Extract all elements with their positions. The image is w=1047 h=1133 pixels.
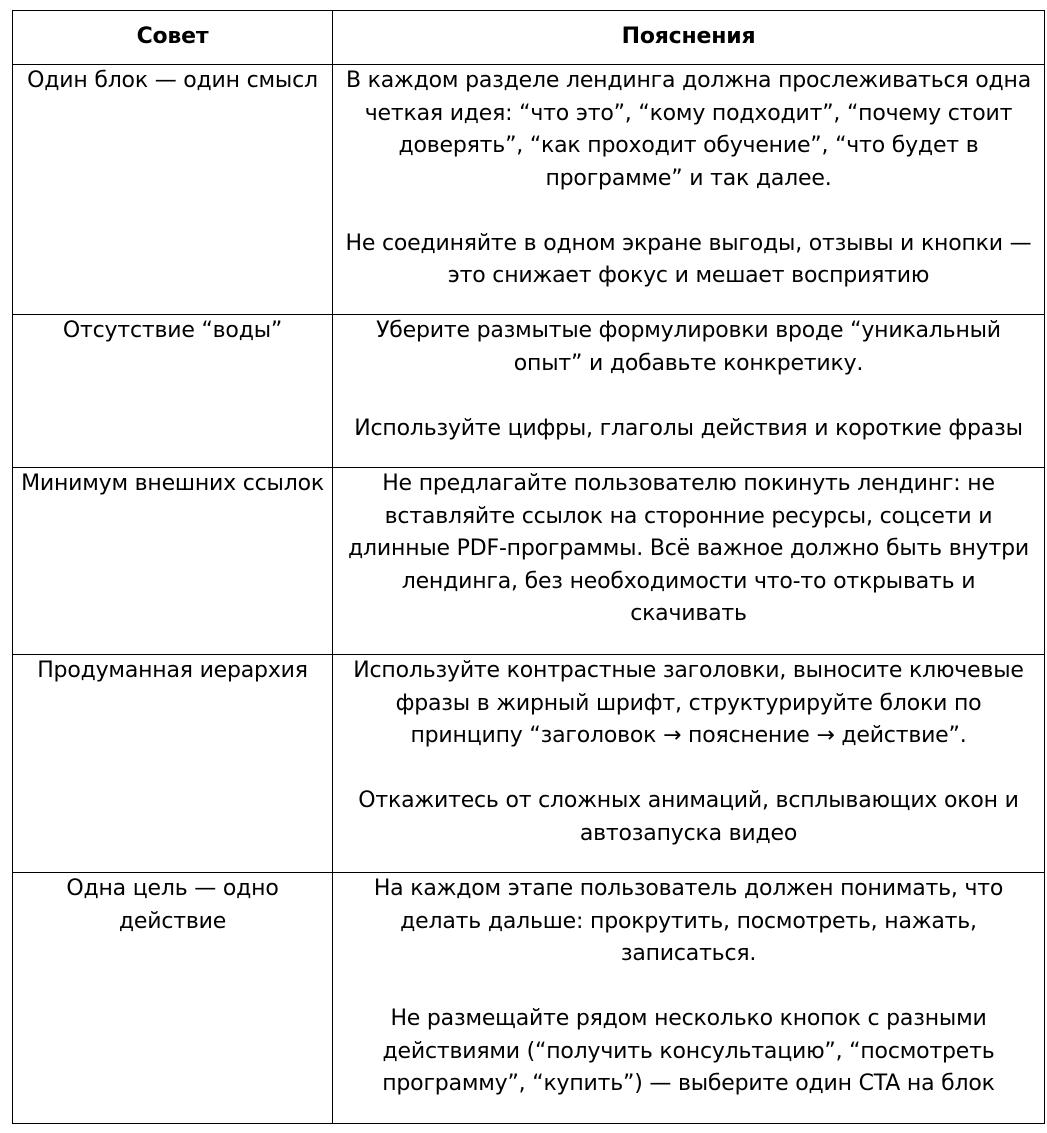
table-row <box>13 315 1045 468</box>
tips-table <box>12 10 1045 1124</box>
table-row <box>13 655 1045 873</box>
tip-cell <box>13 873 333 1124</box>
tip-text: Отсутствие “воды” <box>62 318 283 343</box>
explanation-cell <box>333 65 1045 315</box>
table-row <box>13 873 1045 1124</box>
table-header-row <box>13 11 1045 65</box>
explanation-paragraph: Используйте контрастные заголовки, выносите ключевые фразы в жирный шрифт, структурируйте блоки по принципу “заголовок → пояснение → действие”. <box>353 658 1024 748</box>
table-row <box>13 65 1045 315</box>
explanation-paragraph: Используйте цифры, глаголы действия и короткие фразы <box>354 415 1023 441</box>
tip-text: Минимум внешних ссылок <box>21 471 324 496</box>
explanation-paragraph: Не соединяйте в одном экране выгоды, отзывы и кнопки — это снижает фокус и мешает восприятию <box>345 230 1032 288</box>
explanation-cell <box>333 468 1045 655</box>
tip-cell <box>13 315 333 468</box>
header-explanation: Пояснения <box>333 11 1045 65</box>
explanation-cell <box>333 655 1045 873</box>
explanation-cell <box>333 873 1045 1124</box>
tip-cell <box>13 65 333 315</box>
explanation-cell <box>333 315 1045 468</box>
explanation-paragraph: Уберите размытые формулировки вроде “уникальный опыт” и добавьте конкретику. <box>376 318 1001 376</box>
tip-text: Одна цель — одно действие <box>66 876 279 934</box>
tip-cell <box>13 655 333 873</box>
tip-text: Продуманная иерархия <box>37 658 308 683</box>
explanation-paragraph: Откажитесь от сложных анимаций, всплывающих окон и автозапуска видео <box>358 788 1019 846</box>
header-tip: Совет <box>13 11 333 65</box>
explanation-paragraph: В каждом разделе лендинга должна прослеживаться одна четкая идея: “что это”, “кому подходит”, “почему стоит доверять”, “как проходит обучение”, “что будет в программе” и так далее. <box>345 68 1032 191</box>
explanation-paragraph: Не предлагайте пользователю покинуть лендинг: не вставляйте ссылок на сторонние ресурсы, соцсети и длинные PDF-программы. Всё важное должно быть внутри лендинга, без необходимости что-то открывать и скачивать <box>348 471 1029 626</box>
table-row <box>13 468 1045 655</box>
explanation-paragraph: Не размещайте рядом несколько кнопок с разными действиями (“получить консультацию”, “посмотреть программу”, “купить”) — выберите один CTA на блок <box>382 1006 995 1096</box>
tip-text: Один блок — один смысл <box>27 68 318 93</box>
tip-cell <box>13 468 333 655</box>
explanation-paragraph: На каждом этапе пользователь должен понимать, что делать дальше: прокрутить, посмотреть, нажать, записаться. <box>373 876 1004 966</box>
